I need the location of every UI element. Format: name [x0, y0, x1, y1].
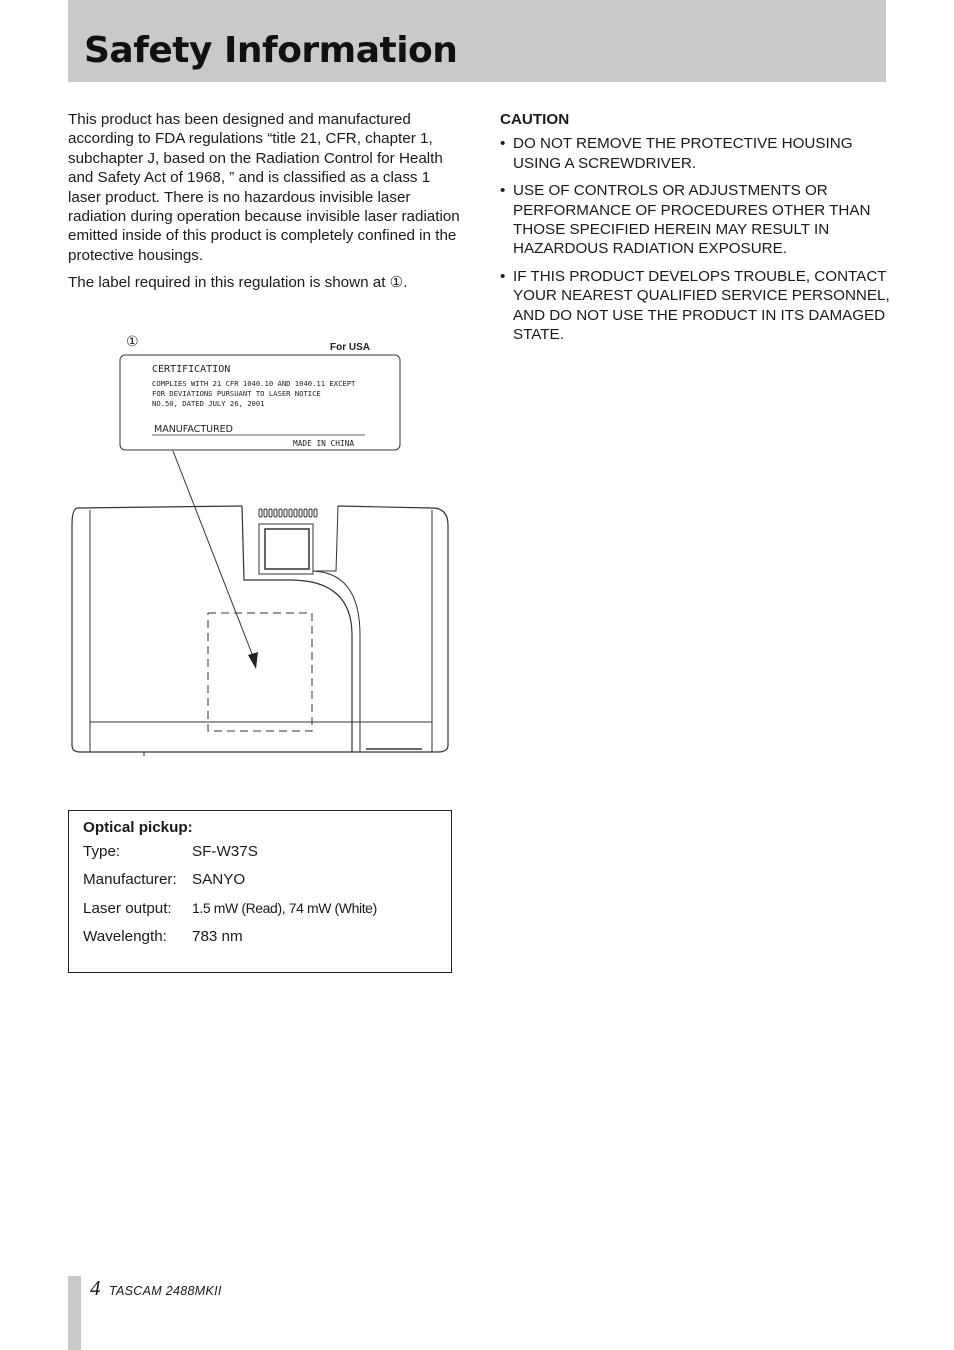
optical-pickup-title: Optical pickup: — [83, 819, 193, 836]
manufactured-label: MANUFACTURED — [154, 424, 233, 435]
spec-value: 783 nm — [192, 928, 243, 945]
bullet-icon: • — [500, 182, 506, 200]
cert-title: CERTIFICATION — [152, 364, 231, 375]
spec-value: SF-W37S — [192, 843, 258, 860]
caution-list — [500, 134, 890, 344]
label-reference-paragraph: The label required in this regulation is shown at ①. — [68, 274, 408, 292]
caution-item-text: USE OF CONTROLS OR ADJUSTMENTS OR PERFORMANCE OF PROCEDURES OTHER THAN THOSE SPECIFIED HEREIN MAY RESULT IN HAZARDOUS RADIATION EXPOSURE. — [513, 182, 871, 258]
cert-line: NO.50, DATED JULY 26, 2001 — [152, 399, 265, 408]
page-number: 4 — [90, 1276, 101, 1300]
caution-item-text: IF THIS PRODUCT DEVELOPS TROUBLE, CONTACT YOUR NEAREST QUALIFIED SERVICE PERSONNEL, AND DO NOT USE THE PRODUCT IN ITS DAMAGED STATE. — [513, 267, 890, 344]
spec-label: Wavelength: — [83, 928, 167, 945]
cert-line: FOR DEVIATIONS PURSUANT TO LASER NOTICE — [152, 389, 321, 398]
caution-section — [500, 110, 890, 352]
device-top-edge-left — [78, 506, 242, 508]
caution-item — [500, 134, 890, 173]
arrow-head-icon — [248, 652, 258, 669]
device-top-edge-right — [338, 506, 432, 508]
intro-text — [68, 110, 460, 301]
cert-line: COMPLIES WITH 21 CFR 1040.10 AND 1040.11 EXCEPT — [152, 379, 356, 388]
spec-label: Type: — [83, 843, 121, 860]
display-window-frame — [259, 524, 313, 574]
made-in-label: MADE IN CHINA — [293, 439, 355, 448]
spec-value: 1.5 mW (Read), 74 mW (White) — [192, 900, 377, 916]
label-marker: ① — [126, 334, 139, 350]
caution-heading: CAUTION — [500, 111, 570, 128]
spec-label: Laser output: — [83, 900, 172, 917]
bullet-icon: • — [500, 135, 506, 153]
spec-value: SANYO — [192, 871, 246, 888]
leader-line — [173, 451, 254, 659]
region-label: For USA — [330, 342, 370, 353]
page-title: Safety Information — [84, 30, 458, 71]
intro-paragraph: This product has been designed and manufactured according to FDA regulations “title 21, CFR, chapter 1, subchapter J, based on the Radiation Control for Health and Safety Act of 1968, ” and is classified as a class 1 laser product. There is no hazardous invisible laser radiation during operation because invisible laser radiation emitted inside of this product is completely confined in the protective housings. — [68, 111, 460, 264]
caution-item — [500, 181, 890, 259]
footer-bar — [68, 1276, 81, 1350]
spec-label: Manufacturer: — [83, 871, 177, 888]
vent-slots — [259, 509, 317, 517]
footer-model: TASCAM 2488MKII — [109, 1284, 222, 1298]
optical-pickup-box — [68, 810, 452, 973]
bullet-icon: • — [500, 267, 506, 285]
caution-item-text: DO NOT REMOVE THE PROTECTIVE HOUSING USING A SCREWDRIVER. — [513, 135, 853, 172]
label-location-diagram — [60, 325, 460, 765]
caution-item — [500, 267, 890, 345]
label-area-dashed — [208, 613, 312, 731]
